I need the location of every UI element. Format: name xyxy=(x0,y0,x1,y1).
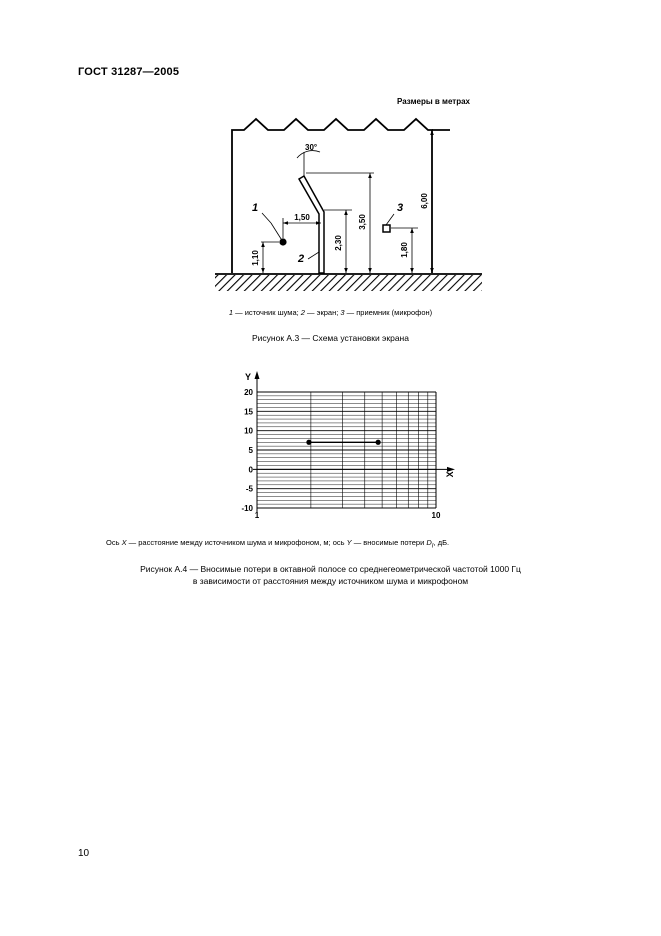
receiver-label: 3 xyxy=(397,202,404,214)
y-tick-label: 20 xyxy=(244,388,253,397)
chart-series xyxy=(306,440,380,445)
dim-source-distance: 1,50 xyxy=(294,213,310,222)
page-number: 10 xyxy=(78,848,90,859)
axis-note-sub: I xyxy=(431,542,434,550)
dim-screen-lower: 2,30 xyxy=(334,235,343,251)
figure-a4-caption-line1: Рисунок А.4 — Вносимые потери в октавной полосе со среднегеометрической частотой 1000 Гц xyxy=(140,564,521,574)
axis-note-part-3: — вносимые потери xyxy=(351,538,427,547)
axis-note-x: X xyxy=(121,538,127,547)
y-axis-arrow xyxy=(255,371,260,379)
figure-a3-diagram xyxy=(205,88,490,300)
angle-label: 30° xyxy=(305,143,318,152)
legend-text-1: — источник шума; xyxy=(233,308,301,317)
data-point xyxy=(306,440,311,445)
axis-note-part-4: , дБ. xyxy=(433,538,450,547)
figure-a3-legend xyxy=(0,308,661,317)
chart-grid xyxy=(257,392,436,508)
y-tick-label: 10 xyxy=(244,426,253,436)
figure-a3-caption: Рисунок А.3 — Схема установки экрана xyxy=(252,333,409,343)
document-header: ГОСТ 31287—2005 xyxy=(78,66,180,78)
legend-text-3: — приемник (микрофон) xyxy=(344,308,433,317)
units-note: Размеры в метрах xyxy=(397,97,470,106)
y-tick-label: 0 xyxy=(248,465,253,475)
x-tick-label: 1 xyxy=(254,511,260,520)
source-label: 1 xyxy=(252,202,259,214)
receiver-marker xyxy=(383,225,390,232)
figure-a4-caption-line2: в зависимости от расстояния между источником шума и микрофоном xyxy=(192,576,469,586)
figure-a4-caption xyxy=(0,563,661,587)
dim-source-height: 1,10 xyxy=(251,250,260,266)
legend-num-3: 3 xyxy=(340,308,345,317)
figure-a4-axis-note xyxy=(106,538,449,550)
axis-note-y: Y xyxy=(346,538,352,547)
legend-text-2: — экран; xyxy=(304,308,341,317)
y-tick-label: -5 xyxy=(245,484,253,494)
ground-hatching xyxy=(215,275,482,291)
y-tick-label: -10 xyxy=(241,504,253,513)
axis-note-d: D xyxy=(426,538,432,547)
screen-label: 2 xyxy=(298,253,305,265)
data-point xyxy=(376,440,381,445)
y-tick-label: 15 xyxy=(244,407,253,417)
dim-screen-top: 3,50 xyxy=(358,214,367,230)
axis-note-part-1: Ось xyxy=(106,538,122,547)
x-tick-label: 10 xyxy=(431,511,441,520)
y-axis-label: Y xyxy=(245,372,252,382)
figure-a4-chart xyxy=(225,366,470,526)
y-tick-label: 5 xyxy=(248,446,253,455)
dim-receiver-height: 1,80 xyxy=(400,242,409,258)
legend-num-2: 2 xyxy=(300,308,305,317)
dim-wall-height: 6,00 xyxy=(420,193,429,209)
axis-note-part-2: — расстояние между источником шума и микрофоном, м; ось xyxy=(126,538,347,547)
x-axis-label: X xyxy=(445,471,455,478)
legend-num-1: 1 xyxy=(228,308,234,317)
x-axis-arrow xyxy=(447,467,455,472)
